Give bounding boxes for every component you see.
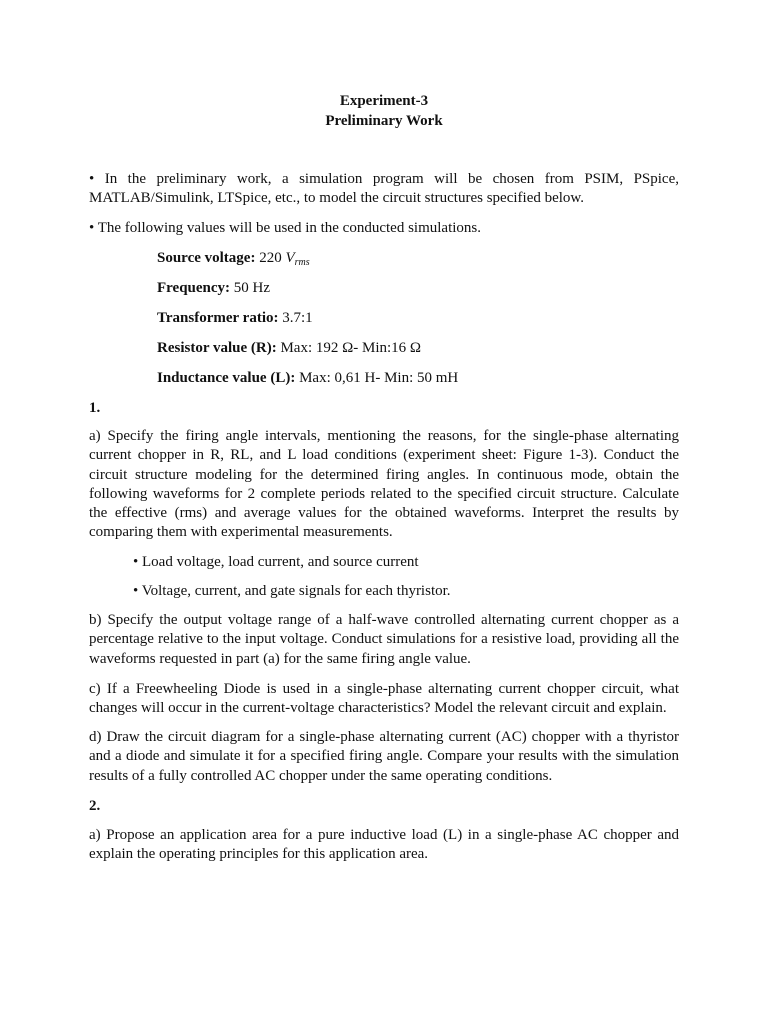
param-source-voltage [157, 248, 310, 273]
param-inductance-range: Max: 0,61 H- Min: 50 mH [299, 370, 459, 386]
param-source-voltage-label: Source voltage: [157, 250, 256, 266]
intro-paragraph-1: • In the preliminary work, a simulation program will be chosen from PSIM, PSpice, MATLAB/Simulink, LTSpice, etc., to model the circuit structures specified below. [89, 171, 679, 207]
section-1-bullet-load: • Load voltage, load current, and source current [133, 554, 419, 570]
param-transformer-label: Transformer ratio: [157, 310, 279, 326]
param-inductance-value [157, 368, 458, 388]
page-subtitle: Preliminary Work [325, 113, 443, 129]
section-1-item-c: c) If a Freewheeling Diode is used in a single-phase alternating current chopper circuit, what changes will occur in the current-voltage characteristics? Model the relevant circuit and explain. [89, 681, 679, 717]
param-source-voltage-value: 220 [259, 250, 282, 266]
section-1-bullet-thyristor: • Voltage, current, and gate signals for each thyristor. [133, 583, 451, 599]
param-resistor-range: Max: 192 Ω- Min:16 Ω [280, 340, 422, 356]
section-2-heading: 2. [89, 798, 101, 814]
page-title: Experiment-3 [339, 93, 429, 109]
section-1-item-a: a) Specify the firing angle intervals, mentioning the reasons, for the single-phase alternating current chopper in R, RL, and L load conditions (experiment sheet: Figure 1-3). Conduct the circuit structure modeling for the determined firing angles. In continuous mode, obtain the following waveforms for 2 complete periods related to the specified circuit structure. Calculate the effective (rms) and average values for the obtained waveforms. Interpret the results by comparing them with experimental measurements. [89, 428, 679, 541]
param-inductance-label: Inductance value (L): [157, 370, 296, 386]
intro-paragraph-2: • The following values will be used in the conducted simulations. [89, 220, 481, 236]
param-transformer-ratio [157, 308, 313, 328]
section-1-heading: 1. [89, 400, 101, 416]
param-frequency [157, 278, 270, 298]
param-resistor-label: Resistor value (R): [157, 340, 277, 356]
section-1-item-b: b) Specify the output voltage range of a half-wave controlled alternating current chopper as a percentage relative to the input voltage. Conduct simulations for a resistive load, providing all the waveforms requested in part (a) for the same firing angle value. [89, 612, 679, 667]
param-resistor-value [157, 338, 421, 358]
section-2-item-a: a) Propose an application area for a pure inductive load (L) in a single-phase AC chopper and explain the operating principles for this application area. [89, 827, 679, 863]
param-source-voltage-unit: $V_{rms}$ [285, 250, 310, 268]
param-frequency-value: 50 Hz [233, 280, 271, 296]
param-transformer-value: 3.7:1 [282, 310, 313, 326]
section-1-item-d: d) Draw the circuit diagram for a single-phase alternating current (AC) chopper with a thyristor and a diode and simulate it for a specified firing angle. Compare your results with the simulation results of a fully controlled AC chopper under the same operating conditions. [89, 729, 679, 784]
param-frequency-label: Frequency: [157, 280, 231, 296]
